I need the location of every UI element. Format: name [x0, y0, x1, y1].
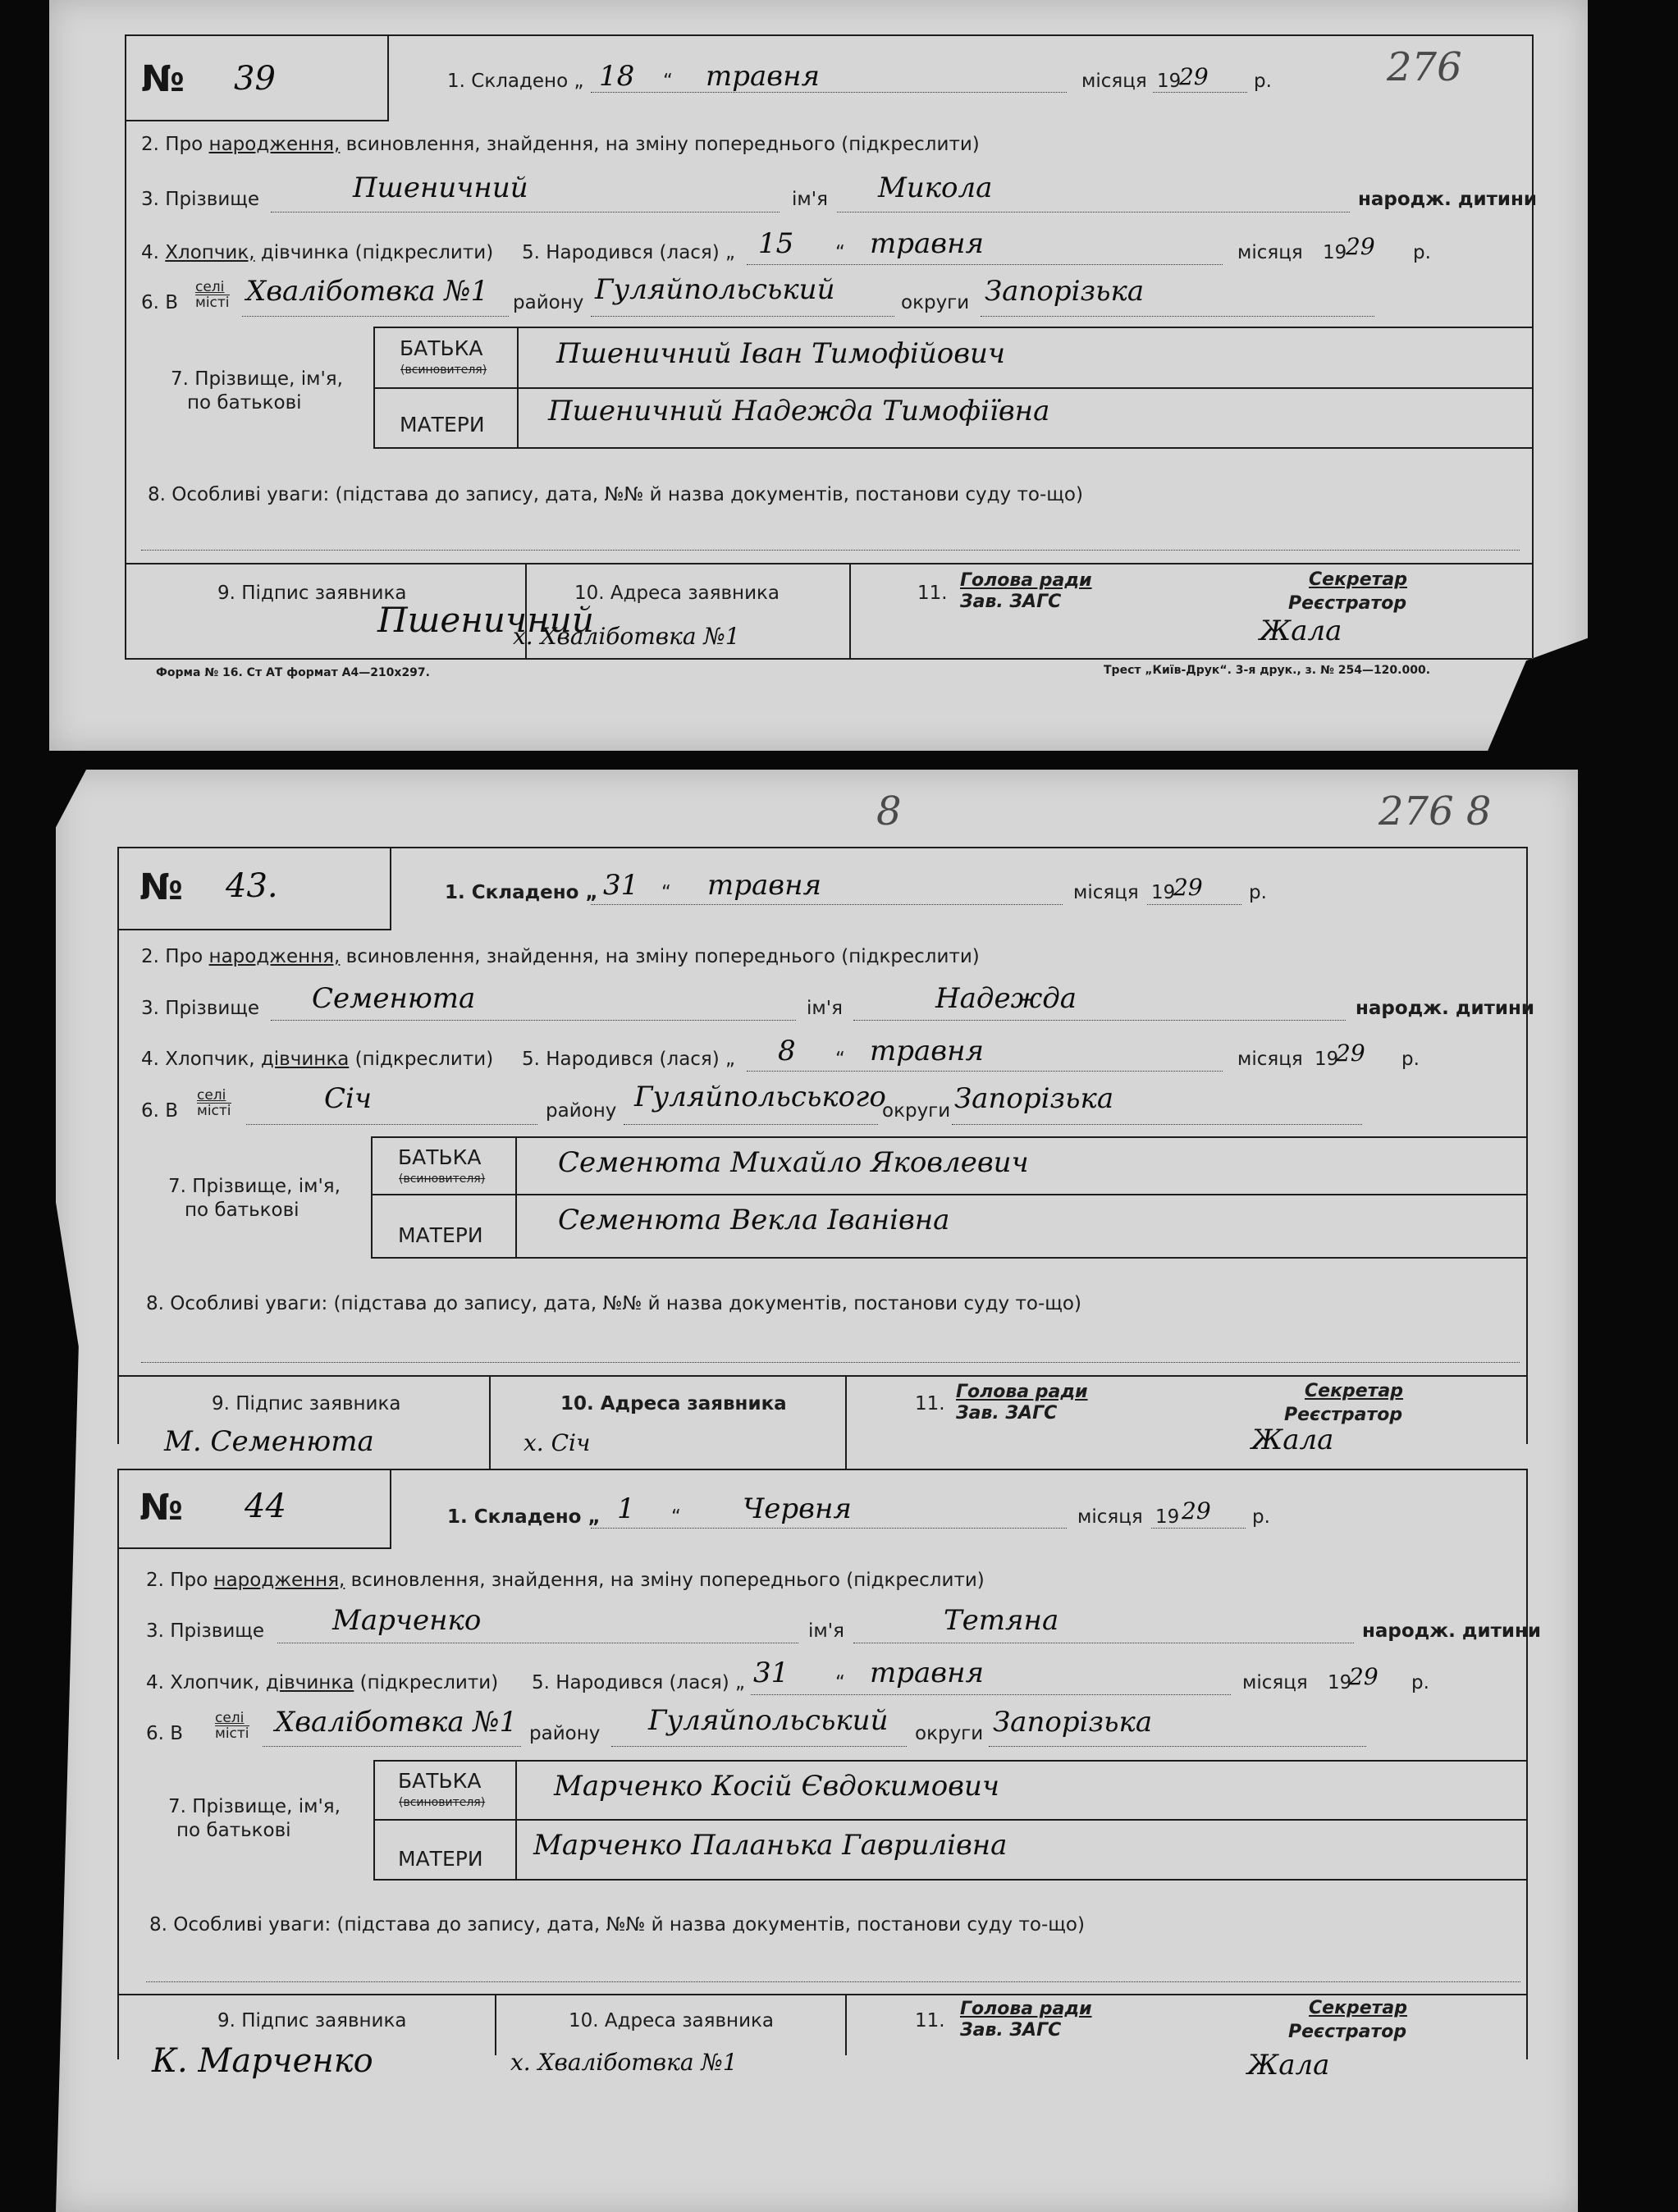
composed-day: 1	[617, 1492, 635, 1525]
town-option: місті	[215, 1725, 249, 1742]
child-surname: Пшеничний	[353, 171, 528, 204]
composed-label: 1. Складено „	[447, 71, 584, 92]
adopter-label: (всиновителя)	[400, 363, 487, 377]
fill-line	[146, 1981, 1520, 1982]
item4-num: 4.	[141, 242, 159, 263]
pencil-archive-number: 276 8	[1379, 788, 1492, 834]
child-label: народж. дитини	[1362, 1620, 1542, 1642]
signature-col-2	[849, 563, 851, 658]
record-number: 43.	[226, 867, 278, 905]
composed-month: травня	[706, 60, 820, 93]
head-zags	[960, 1999, 1092, 2042]
quote-close: “	[835, 1049, 845, 1070]
head-label: Голова ради	[960, 570, 1092, 591]
item10-label: 10. Адреса заявника	[574, 583, 780, 604]
born-year: 29	[1346, 233, 1375, 260]
zags-label: Зав. ЗАГС	[960, 592, 1062, 613]
record-number: 44	[245, 1488, 286, 1525]
item2-label	[146, 1571, 985, 1590]
village-option: селі	[195, 279, 225, 295]
born-day: 15	[758, 227, 794, 260]
born-month: травня	[870, 1035, 984, 1067]
year-suffix: р.	[1411, 1672, 1429, 1693]
month-word: місяця	[1081, 71, 1147, 92]
secretary-label: Секретар	[1305, 1381, 1404, 1401]
village-town	[215, 1712, 249, 1741]
item7-l1: 7. Прізвище, ім'я,	[168, 1176, 341, 1197]
mother-label: МАТЕРИ	[398, 1847, 483, 1871]
composed-year: 29	[1173, 874, 1203, 901]
composed-label: 1. Складено „	[445, 882, 598, 903]
parents-col-2	[517, 327, 519, 447]
fill-line	[1153, 92, 1247, 93]
mother-name: Пшеничний Надежда Тимофіївна	[548, 395, 1050, 427]
surname-label: 3. Прізвище	[141, 189, 260, 210]
year-prefix: 19	[1151, 882, 1176, 903]
fill-line	[989, 1746, 1366, 1747]
item5-label: 5. Народився (лася) „	[522, 1049, 735, 1070]
okrug-label: округи	[901, 292, 970, 313]
parents-table-bottom	[371, 1257, 1526, 1259]
item11-label: 11.	[915, 1393, 945, 1414]
item2-prefix: 2. Про	[146, 1570, 208, 1591]
item4-boy: Хлопчик,	[165, 242, 255, 263]
item7-l2: по батькові	[185, 1199, 299, 1221]
fill-line	[751, 1694, 1231, 1695]
child-name: Надежда	[935, 982, 1077, 1015]
signature-col-1	[489, 1375, 491, 1469]
form-footer-left: Форма № 16. Ст АТ формат А4—210х297.	[156, 666, 430, 679]
form-footer-right: Трест „Київ-Друк“. 3-я друк., з. № 254—120.000.	[1104, 664, 1431, 677]
signature-col-2	[845, 1994, 847, 2055]
composed-year: 29	[1179, 63, 1209, 90]
year-prefix: 19	[1323, 242, 1347, 263]
item4-boy: Хлопчик,	[165, 1049, 255, 1070]
composed-day: 18	[599, 60, 635, 93]
born-year: 29	[1336, 1040, 1365, 1067]
district-label: району	[513, 292, 584, 313]
item4-num: 4.	[146, 1672, 164, 1693]
place: Хваліботвка №1	[275, 1706, 518, 1739]
village-town	[195, 281, 230, 310]
item5-label: 5. Народився (лася) „	[532, 1672, 745, 1693]
item2-label	[141, 948, 980, 967]
district: Гуляйпольський	[648, 1704, 889, 1737]
item6-label: 6. В	[141, 292, 179, 313]
year-prefix: 19	[1157, 71, 1182, 92]
adopter-label: (всиновителя)	[399, 1172, 486, 1186]
okrug-label: округи	[915, 1723, 984, 1744]
mother-label: МАТЕРИ	[400, 413, 485, 436]
record-right-border	[1532, 34, 1534, 658]
name-label: ім'я	[792, 189, 828, 210]
item9-label: 9. Підпис заявника	[217, 583, 407, 604]
father-name: Пшеничний Іван Тимофійович	[556, 337, 1006, 370]
applicant-signature: М. Семенюта	[164, 1425, 374, 1458]
head-label: Голова ради	[960, 1999, 1092, 2019]
born-year: 29	[1349, 1663, 1379, 1690]
item4-note: (підкреслити)	[354, 242, 494, 263]
record-number: 39	[234, 60, 276, 98]
secretary-registrar	[1288, 569, 1408, 615]
year-suffix: р.	[1249, 882, 1267, 903]
item10-label: 10. Адреса заявника	[569, 2010, 775, 2031]
item4-girl: дівчинка	[260, 242, 350, 263]
born-month: травня	[870, 1657, 984, 1689]
secretary-label: Секретар	[1309, 569, 1408, 590]
item6-label: 6. В	[141, 1100, 179, 1122]
item2-prefix: 2. Про	[141, 134, 203, 155]
item2-rest: всиновлення, знайдення, на зміну попереднього (підкреслити)	[345, 134, 980, 155]
signature-col-2	[845, 1375, 847, 1469]
district-label: району	[546, 1100, 617, 1122]
adopter-label: (всиновителя)	[399, 1796, 486, 1809]
item7-label	[168, 1795, 341, 1843]
item4-girl: дівчинка	[265, 1672, 354, 1693]
fill-line	[141, 1362, 1520, 1363]
item4-num: 4.	[141, 1049, 159, 1070]
number-sign: №	[141, 58, 185, 100]
mother-name: Семенюта Векла Іванівна	[558, 1204, 950, 1236]
village-town	[197, 1089, 231, 1118]
fill-line	[981, 316, 1374, 317]
surname-label: 3. Прізвище	[146, 1620, 265, 1642]
parents-table-bottom	[373, 1879, 1526, 1881]
born-month: травня	[870, 227, 984, 260]
child-surname: Марченко	[332, 1604, 482, 1637]
item4-girl: дівчинка	[260, 1049, 350, 1070]
pencil-page-number: 8	[876, 788, 902, 834]
item9-label: 9. Підпис заявника	[212, 1393, 401, 1414]
fill-line	[1151, 1528, 1246, 1529]
town-option: місті	[195, 295, 230, 311]
item2-birth: народження,	[213, 1570, 345, 1591]
applicant-signature: Пшеничний	[377, 600, 594, 640]
item11-label: 11.	[917, 583, 948, 604]
registrar-signature: Жала	[1260, 615, 1342, 647]
name-label: ім'я	[807, 998, 843, 1019]
secretary-registrar	[1288, 1997, 1408, 2044]
fill-line	[611, 1746, 907, 1747]
mother-label: МАТЕРИ	[398, 1223, 483, 1247]
registrar-label: Реєстратор	[1288, 592, 1407, 614]
registrar-signature: Жала	[1247, 2049, 1330, 2082]
okrug-label: округи	[882, 1100, 951, 1122]
record-bottom-border	[125, 658, 1532, 660]
quote-close: “	[663, 71, 673, 92]
born-day: 8	[778, 1035, 796, 1067]
year-suffix: р.	[1401, 1049, 1420, 1070]
father-label: БАТЬКА	[400, 336, 483, 360]
record-right-border	[1526, 1469, 1528, 2059]
year-prefix: 19	[1315, 1049, 1339, 1070]
applicant-address: х. Хваліботвка №1	[513, 623, 740, 650]
item7-l2: по батькові	[176, 1819, 291, 1841]
fill-line	[141, 550, 1520, 551]
father-label: БАТЬКА	[398, 1145, 482, 1169]
okrug: Запорізька	[954, 1082, 1114, 1115]
fill-line	[837, 212, 1350, 213]
okrug: Запорізька	[985, 275, 1145, 308]
father-name: Семенюта Михайло Яковлевич	[558, 1146, 1029, 1179]
signature-row-top	[117, 1375, 1526, 1377]
fill-line	[952, 1124, 1362, 1125]
child-label: народж. дитини	[1356, 998, 1535, 1019]
record-left-border	[117, 1469, 119, 2059]
item4-boy: Хлопчик,	[170, 1672, 260, 1693]
year-prefix: 19	[1328, 1672, 1352, 1693]
fill-line	[591, 316, 894, 317]
month-word: місяця	[1242, 1672, 1308, 1693]
item7-l1: 7. Прізвище, ім'я,	[168, 1796, 341, 1817]
fill-line	[271, 212, 780, 213]
quote-close: “	[835, 242, 845, 263]
item7-l2: по батькові	[187, 391, 302, 414]
father-label: БАТЬКА	[398, 1769, 482, 1793]
registrar-signature: Жала	[1251, 1424, 1334, 1456]
parents-col-1	[373, 1760, 375, 1879]
head-zags	[956, 1382, 1088, 1425]
item2-birth: народження,	[208, 134, 341, 155]
item9-label: 9. Підпис заявника	[217, 2010, 407, 2031]
fill-line	[271, 1020, 796, 1021]
quote-close: “	[671, 1506, 681, 1528]
child-surname: Семенюта	[312, 982, 476, 1015]
item2-rest: всиновлення, знайдення, на зміну попереднього (підкреслити)	[350, 1570, 985, 1591]
composed-day: 31	[603, 869, 639, 902]
child-label: народж. дитини	[1358, 189, 1538, 210]
item6-label: 6. В	[146, 1723, 184, 1744]
place: Хваліботвка №1	[246, 275, 489, 308]
item10-label: 10. Адреса заявника	[560, 1393, 787, 1414]
item5-label: 5. Народився (лася) „	[522, 242, 735, 263]
child-name: Тетяна	[944, 1604, 1059, 1637]
item2-label	[141, 135, 980, 154]
composed-year: 29	[1182, 1497, 1211, 1524]
parents-table-top	[371, 1136, 1526, 1138]
place: Січ	[324, 1082, 373, 1115]
signature-col-1	[495, 1994, 496, 2055]
born-day: 31	[753, 1657, 789, 1689]
fill-line	[591, 1528, 1067, 1529]
okrug: Запорізька	[993, 1706, 1153, 1739]
secretary-label: Секретар	[1309, 1998, 1408, 2018]
mother-name: Марченко Паланька Гаврилівна	[533, 1829, 1008, 1862]
item4-label	[141, 244, 493, 263]
item7-label	[171, 368, 343, 415]
signature-row-top	[117, 1994, 1526, 1995]
item2-birth: народження,	[208, 946, 341, 967]
district: Гуляйпольський	[595, 273, 835, 306]
name-label: ім'я	[808, 1620, 844, 1642]
item7-label	[168, 1175, 341, 1223]
district-label: району	[529, 1723, 601, 1744]
month-word: місяця	[1237, 242, 1303, 263]
parents-table-mid	[373, 387, 1532, 389]
record-left-border	[125, 34, 126, 658]
parents-col-1	[373, 327, 375, 447]
fill-line	[853, 1020, 1346, 1021]
item11-label: 11.	[915, 2010, 945, 2031]
parents-table-mid	[371, 1194, 1526, 1195]
zags-label: Зав. ЗАГС	[956, 1403, 1058, 1424]
parents-table-top	[373, 327, 1532, 328]
pencil-archive-number: 276	[1387, 44, 1462, 90]
secretary-registrar	[1284, 1380, 1404, 1427]
child-name: Микола	[878, 171, 993, 204]
composed-label: 1. Складено „	[447, 1506, 601, 1528]
fill-line	[591, 92, 1067, 93]
head-zags	[960, 570, 1092, 614]
item2-prefix: 2. Про	[141, 946, 203, 967]
year-suffix: р.	[1254, 71, 1272, 92]
district: Гуляйпольського	[634, 1081, 886, 1113]
fill-line	[246, 1124, 537, 1125]
parents-col-2	[515, 1760, 517, 1879]
composed-month: Червня	[743, 1492, 852, 1525]
number-sign: №	[139, 866, 183, 908]
composed-month: травня	[707, 869, 821, 902]
item8-label: 8. Особливі уваги: (підстава до запису, дата, №№ й назва документів, постанови суду то-що)	[149, 1914, 1085, 1936]
number-sign: №	[139, 1487, 183, 1529]
registrar-label: Реєстратор	[1288, 2021, 1407, 2042]
town-option: місті	[197, 1103, 231, 1119]
fill-line	[591, 904, 1063, 905]
father-name: Марченко Косій Євдокимович	[554, 1770, 1000, 1803]
year-suffix: р.	[1413, 242, 1431, 263]
fill-line	[624, 1124, 878, 1125]
village-option: селі	[197, 1087, 226, 1104]
applicant-address: х. Хваліботвка №1	[510, 2049, 738, 2076]
item8-label: 8. Особливі уваги: (підстава до запису, дата, №№ й назва документів, постанови суду то-що)	[146, 1293, 1081, 1314]
item4-note: (підкреслити)	[359, 1672, 499, 1693]
fill-line	[263, 1746, 521, 1747]
fill-line	[242, 316, 509, 317]
fill-line	[747, 264, 1223, 265]
item8-label: 8. Особливі уваги: (підстава до запису, дата, №№ й назва документів, постанови суду то-що)	[148, 484, 1083, 505]
year-prefix: 19	[1155, 1506, 1180, 1528]
month-word: місяця	[1073, 882, 1139, 903]
signature-row-top	[125, 563, 1532, 564]
month-word: місяця	[1077, 1506, 1143, 1528]
head-label: Голова ради	[956, 1382, 1088, 1402]
item7-l1: 7. Прізвище, ім'я,	[171, 368, 343, 390]
item4-note: (підкреслити)	[354, 1049, 494, 1070]
village-option: селі	[215, 1710, 245, 1726]
year-suffix: р.	[1252, 1506, 1270, 1528]
applicant-address: х. Січ	[524, 1429, 591, 1456]
parents-table-top	[373, 1760, 1526, 1762]
applicant-signature: К. Марченко	[152, 2042, 373, 2080]
item2-rest: всиновлення, знайдення, на зміну попереднього (підкреслити)	[345, 946, 980, 967]
quote-close: “	[835, 1672, 845, 1693]
fill-line	[747, 1071, 1223, 1072]
parents-table-bottom	[373, 447, 1532, 449]
parents-col-2	[515, 1136, 517, 1257]
item4-label	[141, 1050, 493, 1069]
item4-label	[146, 1674, 498, 1693]
registrar-label: Реєстратор	[1284, 1404, 1403, 1425]
month-word: місяця	[1237, 1049, 1303, 1070]
quote-close: “	[661, 882, 671, 903]
record-right-border	[1526, 847, 1528, 1444]
record-left-border	[117, 847, 119, 1444]
fill-line	[1147, 904, 1241, 905]
zags-label: Зав. ЗАГС	[960, 2020, 1062, 2041]
parents-col-1	[371, 1136, 373, 1257]
parents-table-mid	[373, 1819, 1526, 1821]
surname-label: 3. Прізвище	[141, 998, 260, 1019]
